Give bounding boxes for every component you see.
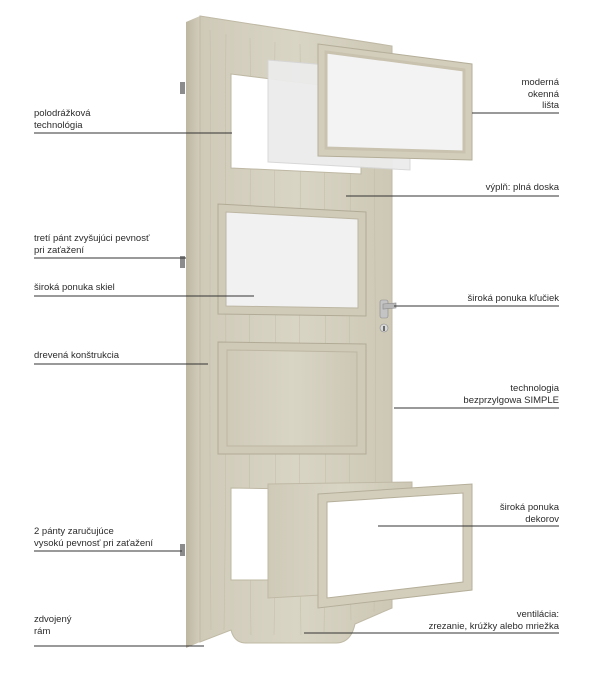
- label-moderna-lista: moderná okenná lišta: [521, 77, 559, 111]
- label-ventilacia: ventilácia: zrezanie, krúžky alebo mriežka: [428, 609, 559, 632]
- label-polodrazkova: polodrážková technológia: [34, 108, 91, 131]
- label-dva-panty: 2 pánty zaručujúce vysokú pevnosť pri zaťažení: [34, 526, 154, 549]
- label-technologia-simple: technologia bezprzylgowa SIMPLE: [463, 383, 559, 406]
- label-siroka-ponuka-klucik: široká ponuka kľučiek: [467, 293, 559, 304]
- door-handle: [380, 300, 396, 332]
- label-vyplne: výplň: plná doska: [485, 182, 559, 193]
- door-edge: [186, 16, 200, 648]
- hinges: [180, 82, 185, 556]
- label-treti-pant: tretí pánt zvyšujúci pevnosť pri zaťažení: [34, 233, 150, 256]
- top-exploded-frame: [318, 44, 472, 160]
- middle-glass-panel: [218, 204, 366, 316]
- label-siroka-ponuka-dekorov: široká ponuka dekorov: [499, 502, 559, 525]
- label-drevena-konstrukcia: drevená konštrukcia: [34, 350, 120, 361]
- lower-solid-panel: [218, 342, 366, 454]
- label-zdvojeny-ram: zdvojený rám: [34, 614, 72, 637]
- label-siroka-ponuka-skiel: široká ponuka skiel: [34, 282, 115, 293]
- bottom-exploded-frame: [318, 484, 472, 608]
